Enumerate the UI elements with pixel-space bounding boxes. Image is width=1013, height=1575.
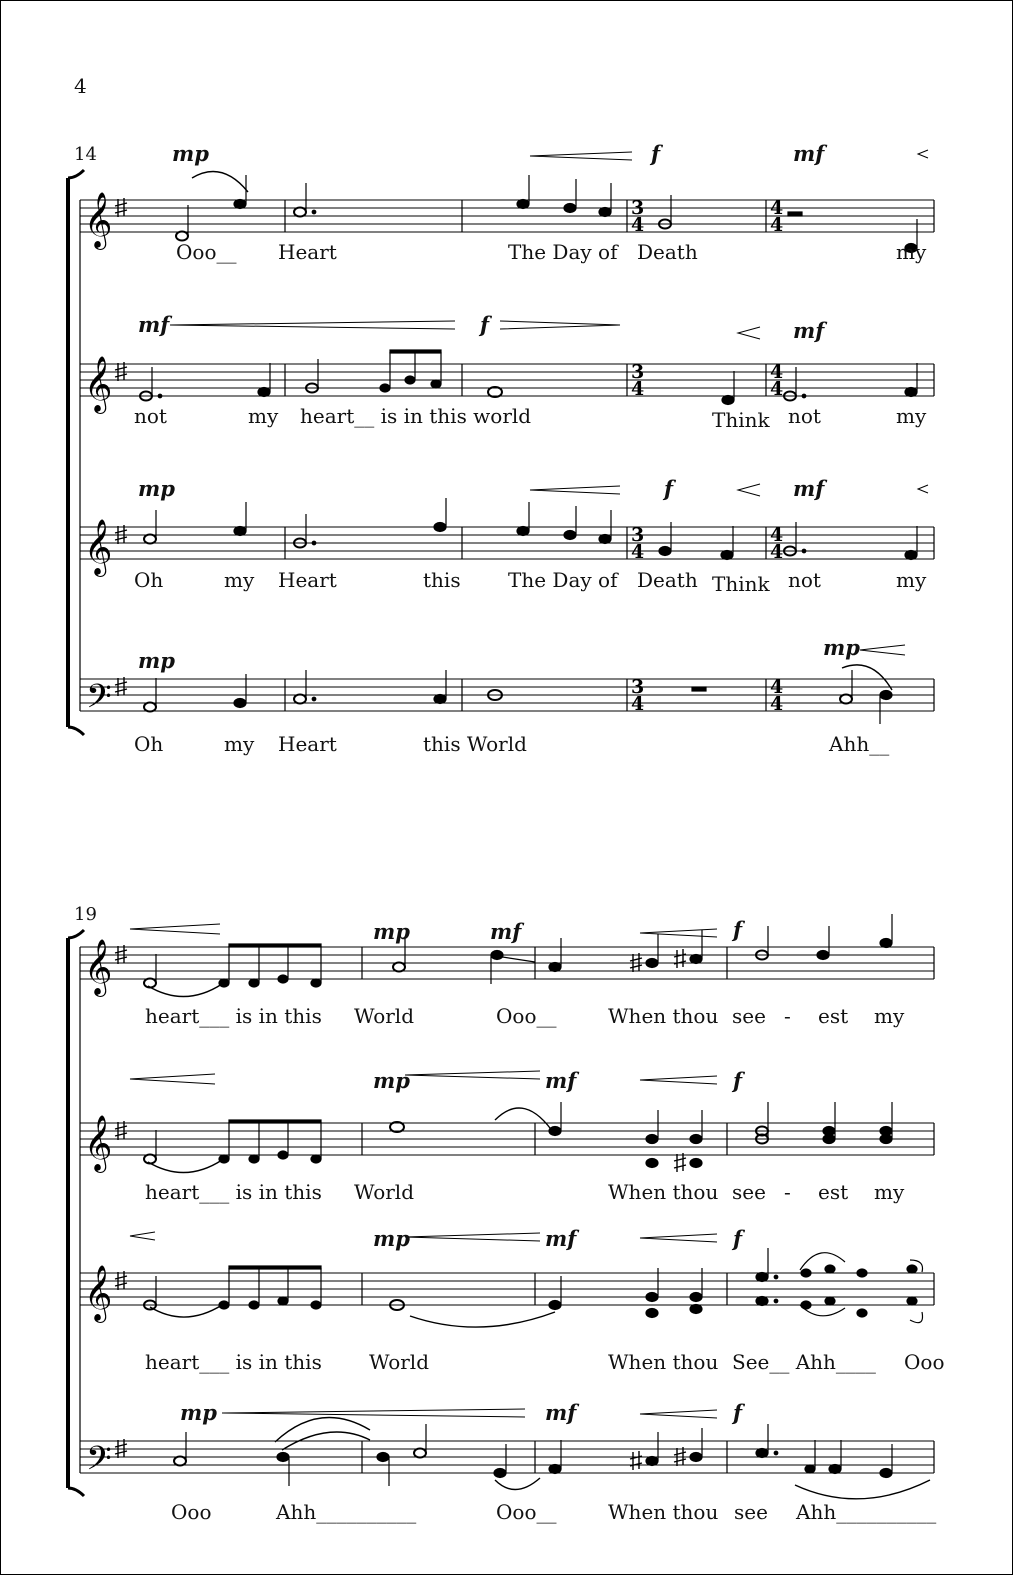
dynamic-marking: f xyxy=(733,917,743,942)
lyric: Death xyxy=(637,240,698,264)
dynamic-marking: mf xyxy=(545,1226,577,1251)
svg-text:𝄞: 𝄞 xyxy=(84,519,113,575)
measure-number: 19 xyxy=(74,904,97,925)
lyric: Ooo__ xyxy=(496,1500,557,1524)
svg-text:𝄞: 𝄞 xyxy=(84,192,113,248)
dynamic-marking: mp xyxy=(138,648,175,673)
lyric: my xyxy=(224,568,255,592)
dynamic-marking: f xyxy=(480,312,490,337)
lyric: - xyxy=(784,1180,791,1204)
lyric: See__ Ahh____ xyxy=(732,1350,876,1374)
dynamic-marking: f xyxy=(733,1226,743,1251)
dynamic-marking: f xyxy=(664,476,674,501)
svg-text:4: 4 xyxy=(631,214,645,236)
lyric: not xyxy=(788,568,821,592)
svg-text:4: 4 xyxy=(770,524,784,546)
svg-text:3: 3 xyxy=(631,676,645,698)
lyric: this xyxy=(423,568,461,592)
lyric: Heart xyxy=(278,240,337,264)
dynamic-marking: mf xyxy=(793,141,825,166)
lyric: Ooo__ xyxy=(176,240,237,264)
lyric: Think xyxy=(712,572,770,596)
svg-text:4: 4 xyxy=(631,378,645,400)
svg-text:𝄞: 𝄞 xyxy=(84,939,113,995)
lyric: not xyxy=(788,404,821,428)
dynamic-marking: mp xyxy=(138,476,175,501)
svg-text:𝄢: 𝄢 xyxy=(86,678,112,724)
svg-text:4: 4 xyxy=(631,693,645,715)
system-1 xyxy=(68,150,934,735)
lyric: Ahh__________ xyxy=(276,1500,417,1524)
lyric: The Day of xyxy=(508,240,618,264)
lyric: Heart xyxy=(278,732,337,756)
lyric: my xyxy=(874,1180,905,1204)
svg-text:𝄞: 𝄞 xyxy=(84,1265,113,1321)
lyric: World xyxy=(369,1350,429,1374)
dynamic-marking: mf xyxy=(490,919,522,944)
dynamic-marking: mp xyxy=(373,1226,410,1251)
lyric: est xyxy=(818,1180,849,1204)
lyric: Oh xyxy=(134,732,164,756)
dynamic-marking: mf xyxy=(793,476,825,501)
lyric: When thou xyxy=(608,1004,719,1028)
dynamic-marking: mp xyxy=(180,1400,217,1425)
svg-text:4: 4 xyxy=(770,541,784,563)
svg-text:4: 4 xyxy=(770,197,784,219)
measure-number: 14 xyxy=(74,144,97,165)
lyric: heart___ is in this xyxy=(145,1004,322,1028)
lyric: heart___ is in this xyxy=(145,1350,322,1374)
svg-text:𝄞: 𝄞 xyxy=(84,356,113,412)
lyric: this World xyxy=(423,732,527,756)
lyric: Ahh__________ xyxy=(796,1500,937,1524)
lyric: When thou xyxy=(608,1180,719,1204)
lyric: When thou xyxy=(608,1500,719,1524)
svg-text:𝄢: 𝄢 xyxy=(86,1440,112,1486)
dynamic-marking: mf xyxy=(545,1400,577,1425)
dynamic-marking: mp xyxy=(373,919,410,944)
dynamic-marking: mf xyxy=(793,318,825,343)
svg-text:4: 4 xyxy=(770,378,784,400)
lyric: World xyxy=(354,1180,414,1204)
lyric: see xyxy=(734,1500,768,1524)
lyric: heart___ is in this xyxy=(145,1180,322,1204)
lyric: my xyxy=(874,1004,905,1028)
svg-text:3: 3 xyxy=(631,197,645,219)
svg-text:4: 4 xyxy=(631,541,645,563)
lyric: est xyxy=(818,1004,849,1028)
svg-text:4: 4 xyxy=(770,676,784,698)
lyric: Ooo__ xyxy=(496,1004,557,1028)
lyric: not xyxy=(134,404,167,428)
dynamic-marking: mp xyxy=(373,1068,410,1093)
lyric: Death xyxy=(637,568,698,592)
lyric: Heart xyxy=(278,568,337,592)
lyric: Think xyxy=(712,408,770,432)
lyric: my xyxy=(896,404,927,428)
lyric: see xyxy=(732,1180,766,1204)
lyric: my xyxy=(224,732,255,756)
svg-text:3: 3 xyxy=(631,361,645,383)
lyric: Ahh__ xyxy=(829,732,890,756)
dynamic-marking: mp xyxy=(172,141,209,166)
lyric: heart__ is in this world xyxy=(300,404,532,428)
lyric: my xyxy=(248,404,279,428)
dynamic-marking: mf xyxy=(545,1068,577,1093)
lyric: The Day of xyxy=(508,568,618,592)
lyric: When thou xyxy=(608,1350,719,1374)
lyric: Ooo xyxy=(171,1500,212,1524)
lyric: my xyxy=(896,568,927,592)
lyric: Oh xyxy=(134,568,164,592)
dynamic-marking: mf xyxy=(138,312,170,337)
lyric: World xyxy=(354,1004,414,1028)
lyric: Ooo xyxy=(904,1350,945,1374)
svg-text:3: 3 xyxy=(631,524,645,546)
svg-text:𝄞: 𝄞 xyxy=(84,1115,113,1171)
dynamic-marking: mp xyxy=(823,635,860,660)
lyric: - xyxy=(784,1004,791,1028)
page-number: 4 xyxy=(74,74,87,98)
svg-text:4: 4 xyxy=(770,361,784,383)
lyric: see xyxy=(732,1004,766,1028)
dynamic-marking: f xyxy=(733,1068,743,1093)
lyric: my xyxy=(896,240,927,264)
svg-text:4: 4 xyxy=(770,693,784,715)
dynamic-marking: f xyxy=(733,1400,743,1425)
svg-text:4: 4 xyxy=(770,214,784,236)
dynamic-marking: f xyxy=(651,141,661,166)
